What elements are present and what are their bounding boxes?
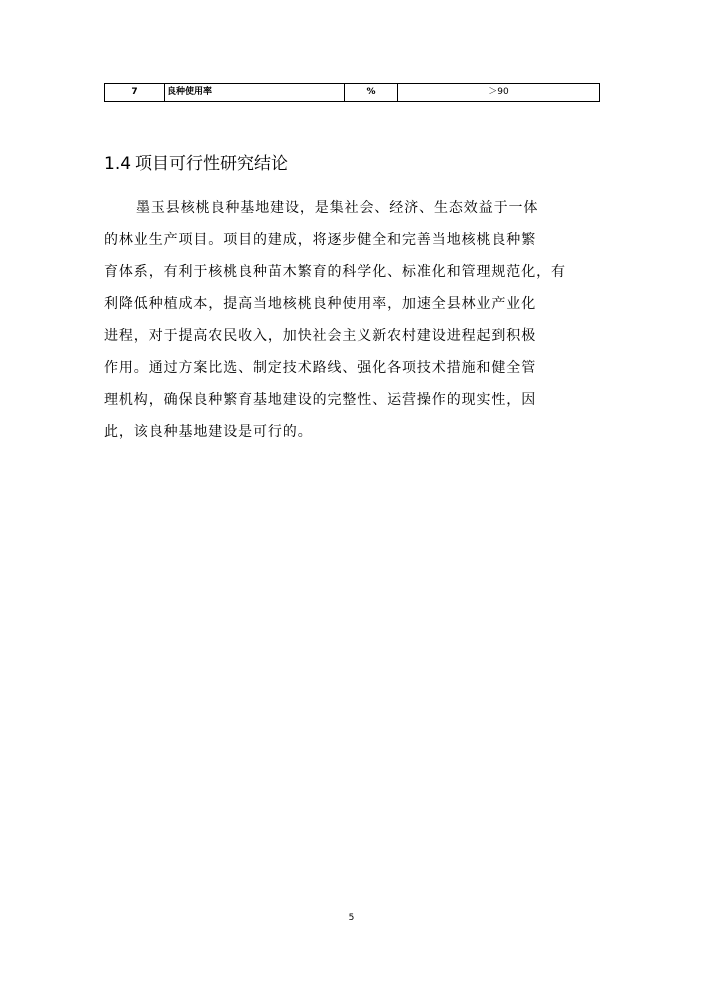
page-number: 5 — [348, 913, 355, 923]
section-heading — [104, 152, 288, 176]
section-title: 项目可行性研究结论 — [135, 154, 289, 174]
row-number-cell: 7 — [105, 84, 165, 102]
table-row — [105, 84, 600, 102]
indicator-table-fragment — [104, 83, 600, 102]
section-number: 1.4 — [104, 154, 132, 174]
paragraph-line: 理机构，确保良种繁育基地建设的完整性、运营操作的现实性，因 — [104, 392, 537, 408]
indicator-table — [104, 83, 600, 102]
paragraph-line: 此，该良种基地建设是可行的。 — [104, 424, 313, 440]
target-value-cell: ＞90 — [398, 84, 600, 102]
indicator-name-cell: 良种使用率 — [165, 84, 345, 102]
paragraph-line: 进程，对于提高农民收入，加快社会主义新农村建设进程起到积极 — [104, 328, 537, 344]
paragraph-line: 的林业生产项目。项目的建成，将逐步健全和完善当地核桃良种繁 — [104, 232, 537, 248]
paragraph-line: 墨玉县核桃良种基地建设，是集社会、经济、生态效益于一体 — [136, 200, 539, 216]
paragraph-line: 作用。通过方案比选、制定技术路线、强化各项技术措施和健全管 — [104, 360, 537, 376]
paragraph-line: 利降低种植成本，提高当地核桃良种使用率，加速全县林业产业化 — [104, 296, 537, 312]
unit-cell: % — [345, 84, 398, 102]
paragraph-line: 育体系，有利于核桃良种苗木繁育的科学化、标准化和管理规范化，有 — [104, 264, 566, 280]
